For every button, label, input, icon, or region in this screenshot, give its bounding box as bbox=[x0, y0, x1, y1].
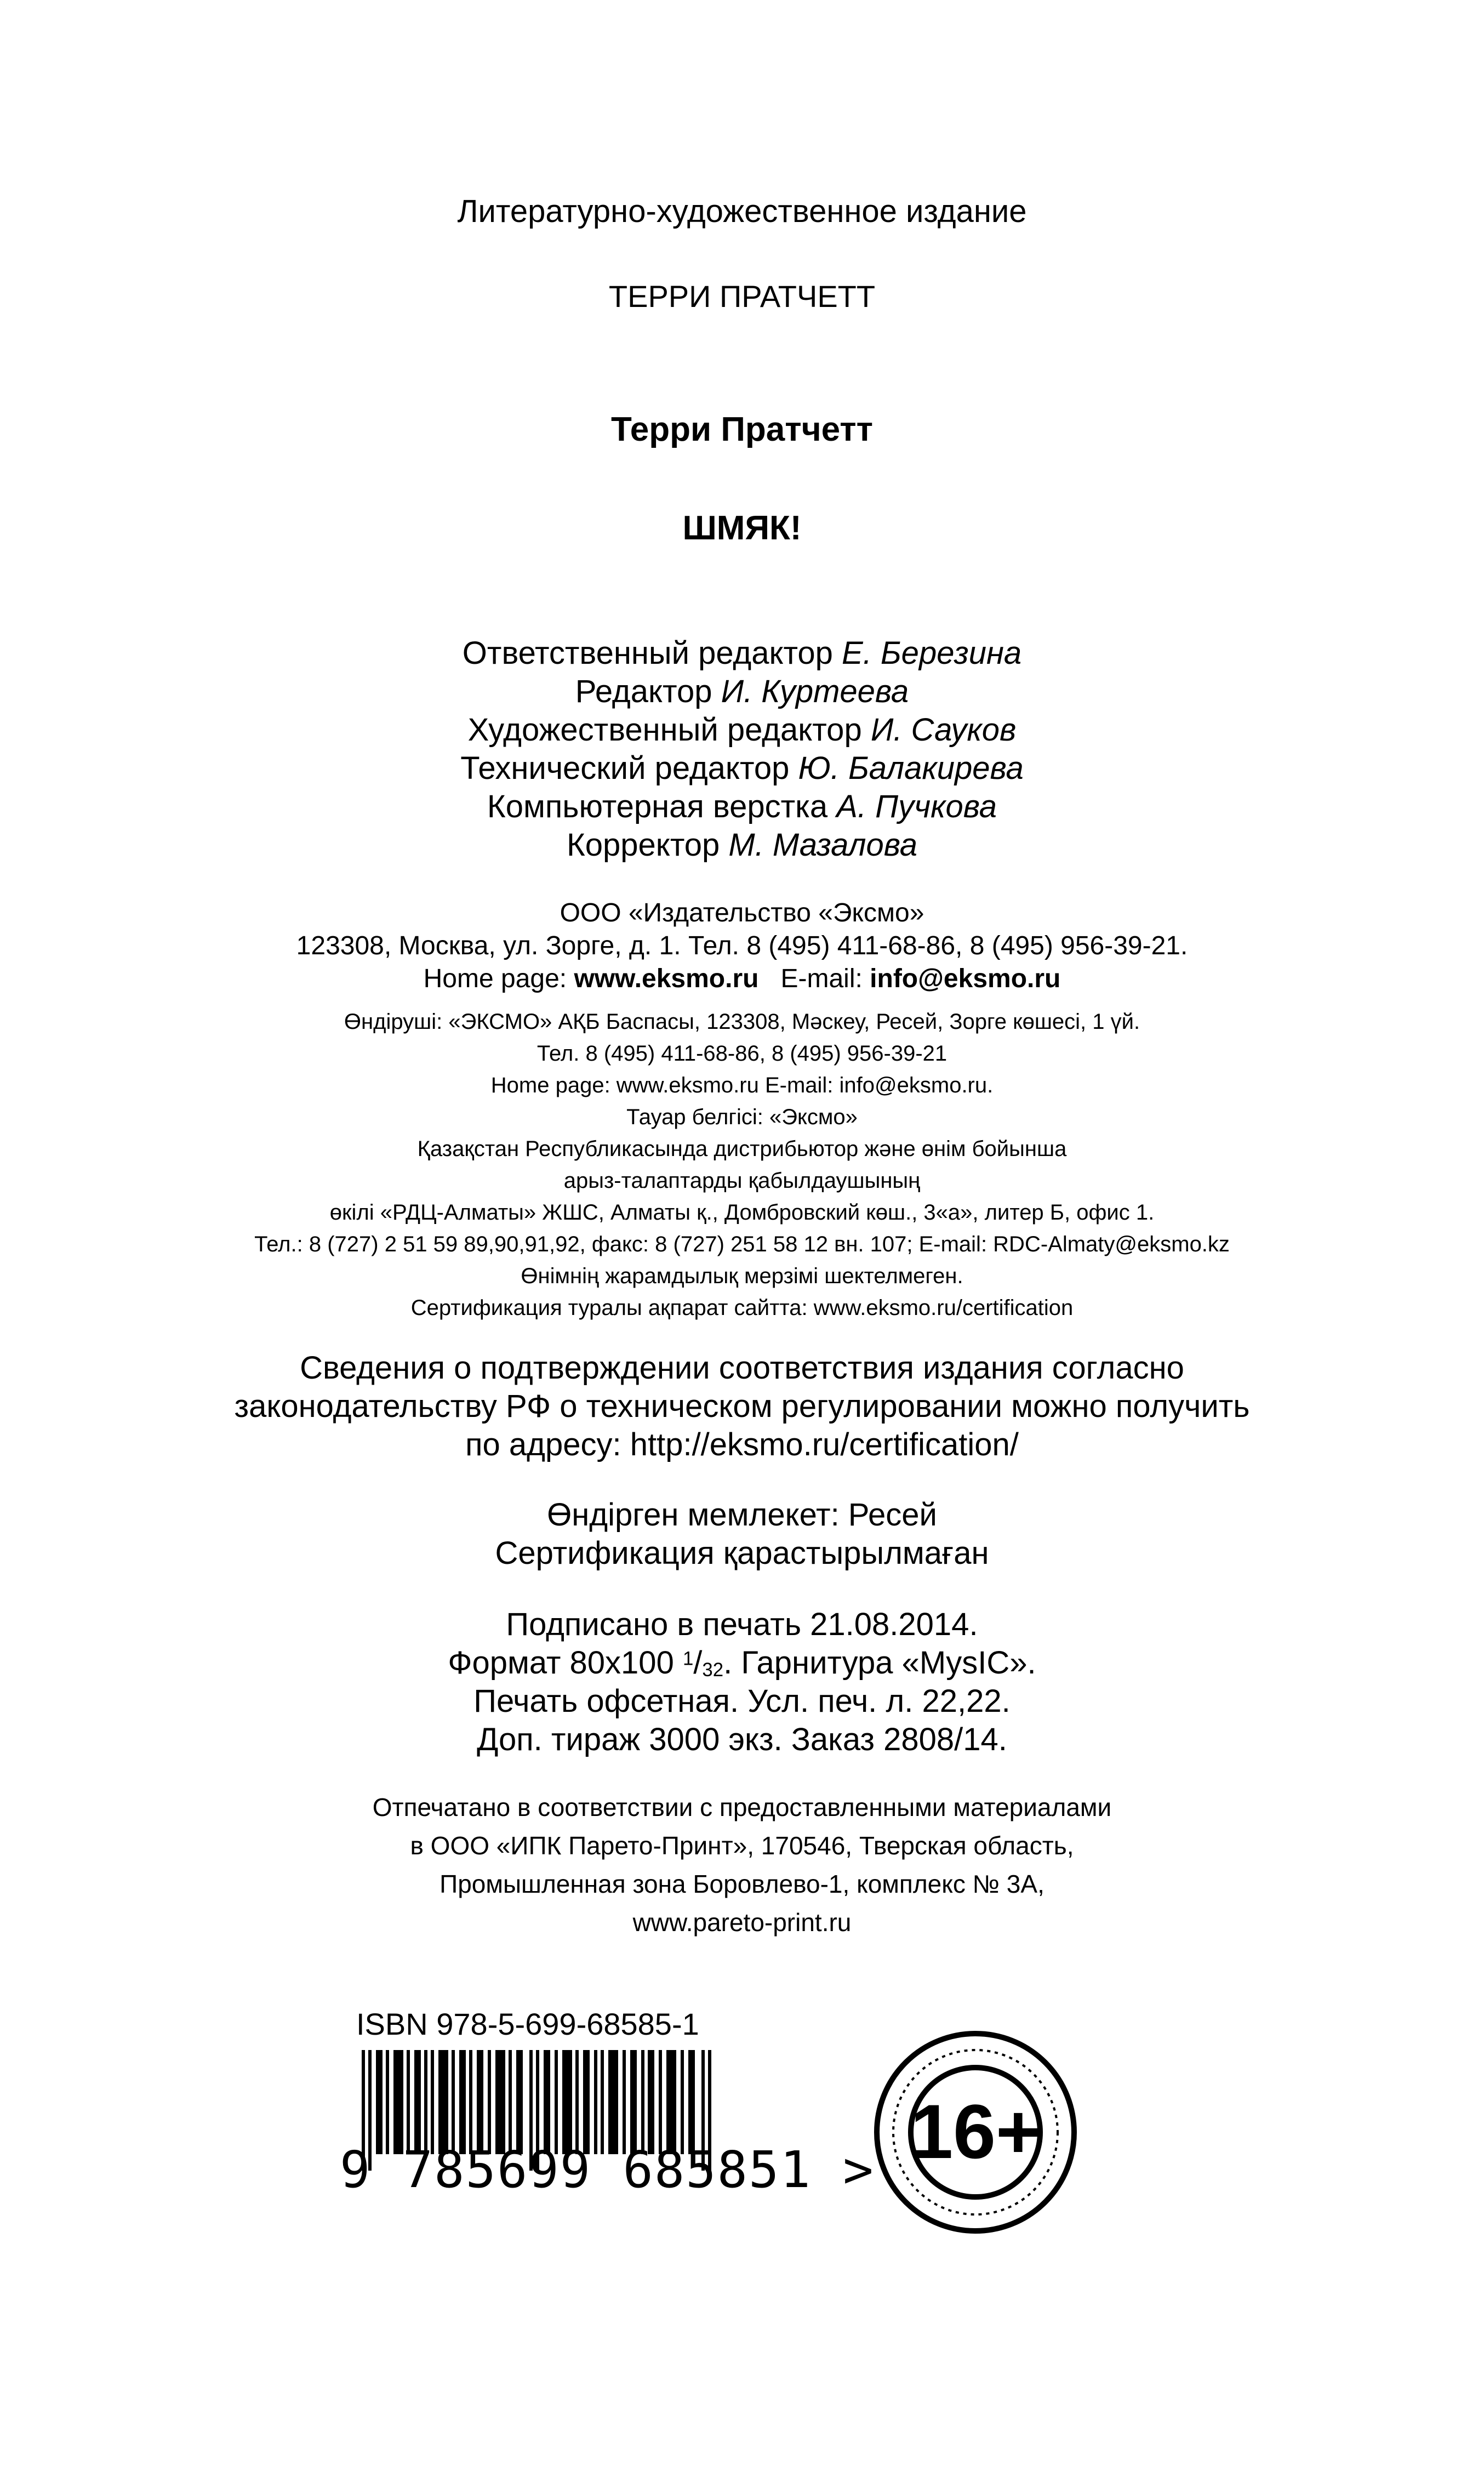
kazakh-line: Тел. 8 (495) 411-68-86, 8 (495) 956-39-21 bbox=[536, 1041, 948, 1066]
origin-line: Сертификация қарастырылмаған bbox=[495, 1535, 989, 1571]
printer-line: Промышленная зона Боровлево-1, комплекс № 3А, bbox=[440, 1870, 1044, 1898]
publisher-contacts: Home page: www.eksmo.ru E-mail: info@eksmo.ru bbox=[423, 964, 1061, 993]
certification-line: Сведения о подтверждении соответствия издания согласно bbox=[300, 1350, 1184, 1386]
credit-line: Редактор И. Куртеева bbox=[575, 674, 909, 709]
offset-line: Печать офсетная. Усл. печ. л. 22,22. bbox=[473, 1683, 1011, 1719]
print-run: Доп. тираж 3000 экз. Заказ 2808/14. bbox=[477, 1722, 1007, 1757]
credit-line: Компьютерная верстка А. Пучкова bbox=[487, 789, 997, 824]
credit-line: Технический редактор Ю. Балакирева bbox=[460, 750, 1024, 786]
publisher-address: 123308, Москва, ул. Зорге, д. 1. Тел. 8 (495) 411-68-86, 8 (495) 956-39-21. bbox=[296, 931, 1188, 960]
credit-line: Ответственный редактор Е. Березина bbox=[462, 635, 1022, 671]
format-line: Формат 80x100 $^1/_{32}$. Гарнитура «MysIC». bbox=[448, 1645, 1036, 1681]
origin-line: Өндірген мемлекет: Ресей bbox=[547, 1497, 937, 1533]
credit-line: Художественный редактор И. Сауков bbox=[467, 712, 1017, 748]
printer-line: www.pareto-print.ru bbox=[632, 1908, 852, 1937]
isbn-barcode-block bbox=[340, 2006, 875, 2199]
book-title: ШМЯК! bbox=[682, 509, 802, 547]
credit-line: Корректор М. Мазалова bbox=[566, 827, 918, 863]
homepage-link[interactable]: www.eksmo.ru bbox=[574, 964, 759, 993]
printer-line: Отпечатано в соответствии с предоставленными материалами bbox=[372, 1793, 1112, 1821]
kazakh-line: Тел.: 8 (727) 2 51 59 89,90,91,92, факс: 8 (727) 251 58 12 вн. 107; E-mail: RDC-Almaty@eksmo.kz bbox=[254, 1232, 1230, 1256]
barcode-digits: 9 785699 685851 > bbox=[340, 2140, 875, 2199]
certification-line: законодательству РФ о техническом регулировании можно получить bbox=[234, 1388, 1250, 1424]
kazakh-line: өкілі «РДЦ-Алматы» ЖШС, Алматы қ., Домбровский көш., 3«а», литер Б, офис 1. bbox=[329, 1200, 1155, 1225]
kazakh-line: Өнімнің жарамдылық мерзімі шектелмеген. bbox=[521, 1264, 963, 1288]
publisher-name: ООО «Издательство «Эксмо» bbox=[560, 898, 924, 927]
kazakh-line: Тауар белгісі: «Эксмо» bbox=[626, 1105, 858, 1129]
printer-line: в ООО «ИПК Парето-Принт», 170546, Тверская область, bbox=[410, 1831, 1074, 1860]
author-name: Терри Пратчетт bbox=[610, 411, 874, 448]
isbn-label: ISBN 978-5-699-68585-1 bbox=[356, 2007, 699, 2041]
edition-type: Литературно-художественное издание bbox=[457, 193, 1027, 229]
kazakh-line: арыз-талаптарды қабылдаушының bbox=[563, 1169, 921, 1193]
kazakh-line: Home page: www.eksmo.ru E-mail: info@eksmo.ru. bbox=[490, 1073, 994, 1097]
signed-date: Подписано в печать 21.08.2014. bbox=[506, 1607, 978, 1642]
age-rating-value: 16+ bbox=[910, 2088, 1041, 2174]
series-name: ТЕРРИ ПРАТЧЕТТ bbox=[608, 279, 876, 314]
kazakh-line: Сертификация туралы ақпарат сайтта: www.eksmo.ru/certification bbox=[410, 1296, 1074, 1320]
email-link[interactable]: info@eksmo.ru bbox=[870, 964, 1061, 993]
kazakh-line: Қазақстан Республикасында дистрибьютор және өнім бойынша bbox=[417, 1137, 1067, 1161]
age-rating-badge bbox=[866, 2023, 1085, 2242]
certification-line: по адресу: http://eksmo.ru/certification/ bbox=[465, 1427, 1019, 1462]
kazakh-line: Өндіруші: «ЭКСМО» АҚБ Баспасы, 123308, Мәскеу, Ресей, Зорге көшесі, 1 үй. bbox=[344, 1010, 1140, 1034]
